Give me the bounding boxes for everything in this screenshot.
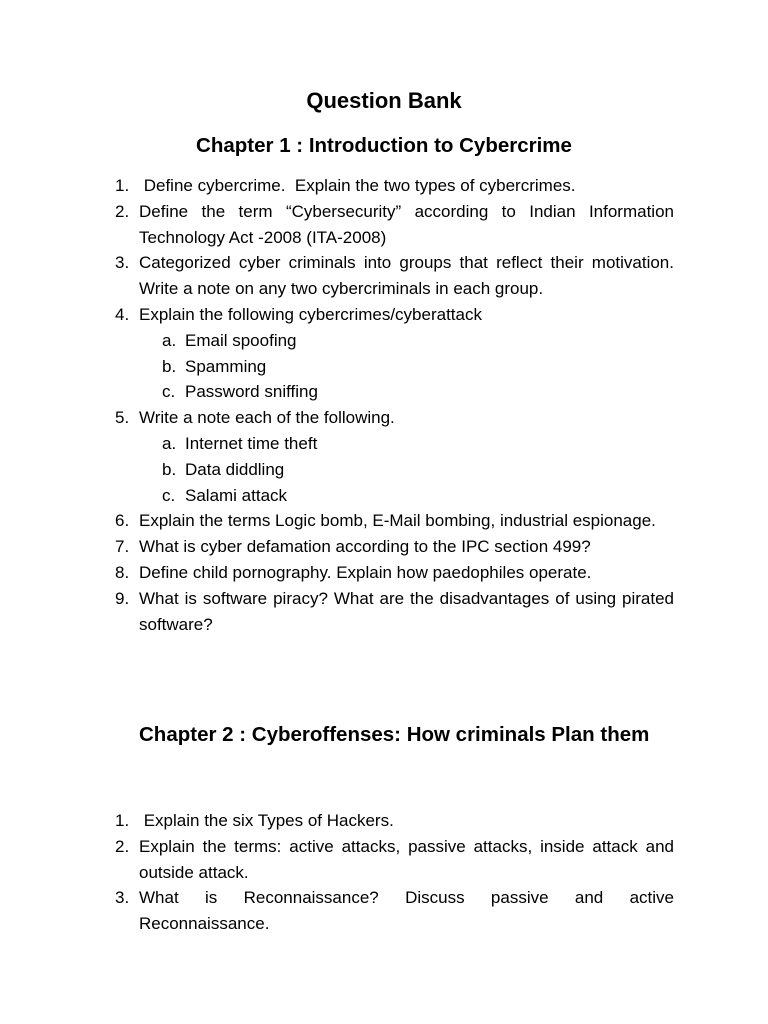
question-item (0, 173, 674, 199)
question-text: What is cyber defamation according to the IPC section 499? (139, 537, 591, 557)
sub-question-text: Data diddling (185, 459, 285, 479)
question-number: 1. (115, 811, 130, 830)
sub-question-letter: a. (162, 433, 177, 453)
question-number: 1. (115, 176, 130, 195)
question-item (0, 508, 674, 534)
question-text: Write a note each of the following. (139, 408, 395, 428)
sub-question-text: Password sniffing (185, 382, 318, 402)
question-text: Define cybercrime. Explain the two types of cybercrimes. (139, 176, 576, 195)
sub-question-text: Internet time theft (185, 433, 318, 453)
chapter-1-heading: Chapter 1 : Introduction to Cybercrime (196, 134, 572, 157)
sub-question-list (139, 328, 674, 405)
sub-question-item (139, 431, 674, 457)
chapter-2-heading: Chapter 2 : Cyberoffenses: How criminals Plan them (139, 723, 650, 746)
sub-question-letter: b. (162, 356, 177, 376)
question-item (0, 586, 674, 638)
question-text: What is Reconnaissance? Discuss passive and active Reconnaissance. (139, 888, 674, 934)
question-number: 3. (115, 253, 130, 273)
page-title: Question Bank (306, 88, 462, 113)
sub-question-item (139, 379, 674, 405)
question-number: 7. (115, 537, 130, 557)
sub-question-item (139, 328, 674, 354)
question-item (0, 405, 674, 508)
sub-question-list (139, 431, 674, 508)
sub-question-item (139, 457, 674, 483)
question-item (0, 534, 674, 560)
question-text: Explain the terms: active attacks, passive attacks, inside attack and outside attack. (139, 836, 674, 882)
question-number: 4. (115, 304, 130, 324)
sub-question-text: Salami attack (185, 485, 288, 505)
sub-question-text: Spamming (185, 356, 267, 376)
sub-question-letter: c. (162, 485, 176, 505)
question-item (0, 199, 674, 251)
question-number: 2. (115, 201, 130, 221)
sub-question-text: Email spoofing (185, 330, 297, 350)
chapter-2-question-list (0, 808, 768, 937)
question-text: Explain the six Types of Hackers. (139, 811, 394, 830)
question-text: Categorized cyber criminals into groups that reflect their motivation. Write a note on any two cybercriminals in each group. (139, 253, 674, 299)
sub-question-letter: b. (162, 459, 177, 479)
question-text: Explain the terms Logic bomb, E-Mail bombing, industrial espionage. (139, 511, 656, 531)
sub-question-letter: c. (162, 382, 176, 402)
question-item (0, 834, 674, 886)
question-text: What is software piracy? What are the disadvantages of using pirated software? (139, 588, 674, 634)
question-number: 2. (115, 836, 130, 856)
question-text: Explain the following cybercrimes/cyberattack (139, 304, 482, 324)
question-number: 8. (115, 562, 130, 582)
sub-question-item (139, 354, 674, 380)
question-item (0, 250, 674, 302)
sub-question-letter: a. (162, 330, 177, 350)
question-number: 3. (115, 888, 130, 908)
question-item (0, 302, 674, 405)
question-text: Define child pornography. Explain how paedophiles operate. (139, 562, 592, 582)
question-number: 5. (115, 408, 130, 428)
question-number: 9. (115, 588, 130, 608)
question-number: 6. (115, 511, 130, 531)
question-item (0, 885, 674, 937)
question-item (0, 808, 674, 834)
chapter-1-question-list (0, 173, 768, 637)
question-text: Define the term “Cybersecurity” according to Indian Information Technology Act -2008 (ITA-2008) (139, 201, 674, 247)
question-item (0, 560, 674, 586)
sub-question-item (139, 483, 674, 509)
